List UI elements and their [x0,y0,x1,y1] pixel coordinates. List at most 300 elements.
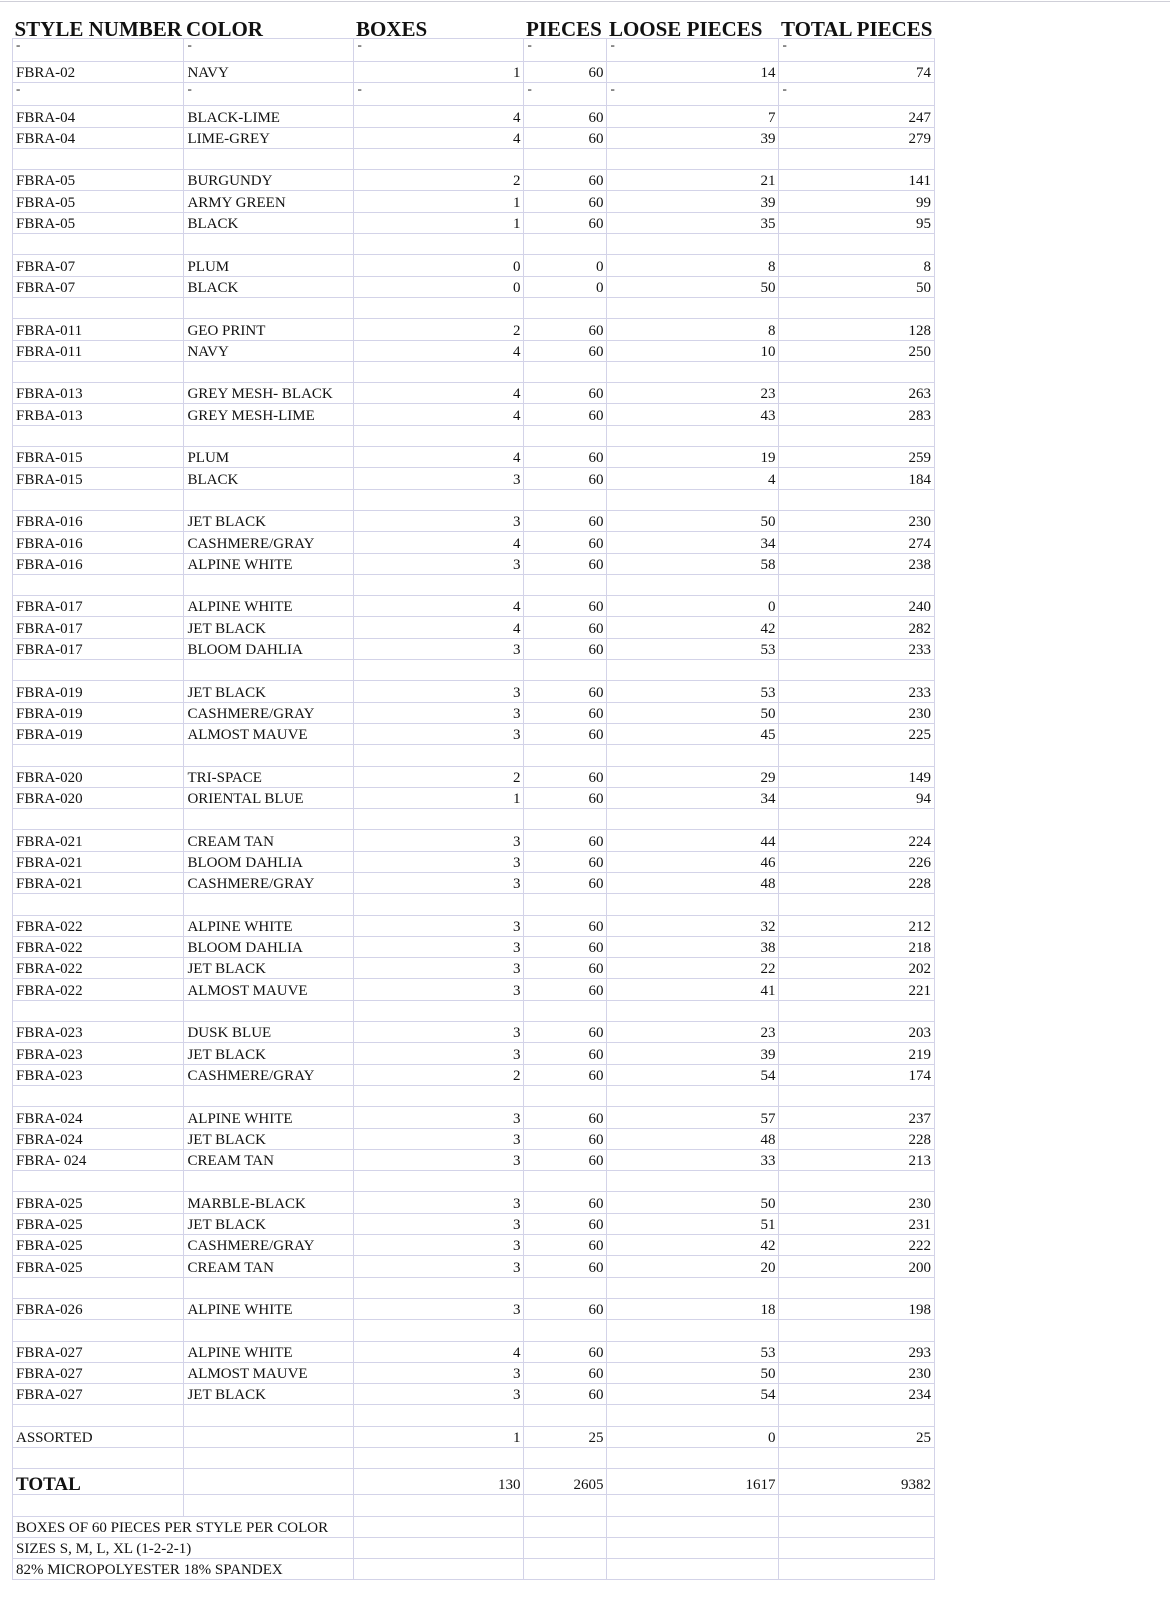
color-cell: JET BLACK [184,958,354,979]
loose-pieces-cell: 0 [607,596,779,617]
table-row [13,1426,935,1447]
empty-cell [354,1558,524,1579]
table-row [13,447,935,468]
color-cell: LIME-GREY [184,127,354,148]
total-pieces-cell: 203 [779,1022,935,1043]
empty-cell [779,297,935,318]
style-number-cell: FBRA-027 [13,1384,184,1405]
boxes-cell: 0 [354,255,524,276]
style-number-cell: FBRA-015 [13,447,184,468]
style-number-cell: FBRA-025 [13,1192,184,1213]
table-row [13,617,935,638]
table-row [13,1384,935,1405]
style-number-cell: FBRA-021 [13,830,184,851]
empty-cell [607,1171,779,1192]
total-pieces-cell: 218 [779,936,935,957]
total-pieces-cell: 250 [779,340,935,361]
empty-cell [524,1085,607,1106]
loose-pieces-cell: 34 [607,787,779,808]
empty-cell [524,574,607,595]
table-row [13,340,935,361]
color-cell: JET BLACK [184,1213,354,1234]
boxes-cell: 4 [354,127,524,148]
pieces-cell: 60 [524,447,607,468]
style-number-cell: FBRA-017 [13,596,184,617]
total-pieces-cell: 149 [779,766,935,787]
boxes-cell: 4 [354,1341,524,1362]
table-row [13,1192,935,1213]
blank-row [13,660,935,681]
empty-cell [13,361,184,382]
color-cell: GEO PRINT [184,319,354,340]
empty-cell [13,1000,184,1021]
color-cell: JET BLACK [184,1384,354,1405]
empty-cell [779,894,935,915]
blank-row [13,894,935,915]
style-number-cell: FBRA-019 [13,681,184,702]
blank-row [13,489,935,510]
empty-cell [524,425,607,446]
table-row [13,702,935,723]
total-pieces-cell: 212 [779,915,935,936]
table-row [13,383,935,404]
pieces-cell: 60 [524,553,607,574]
color-cell: BLOOM DAHLIA [184,851,354,872]
color-cell: BLOOM DAHLIA [184,936,354,957]
inventory-table [12,10,935,1580]
style-number-cell: FBRA-016 [13,510,184,531]
loose-pieces-cell: 53 [607,638,779,659]
empty-cell [607,1448,779,1469]
style-number-cell: FBRA-022 [13,958,184,979]
header-style-number: STYLE NUMBER [14,17,182,39]
total-pieces-cell: 283 [779,404,935,425]
total-pieces-cell: 94 [779,787,935,808]
separator-cell: - [779,39,935,62]
color-cell: GREY MESH-LIME [184,404,354,425]
style-number-cell: FBRA-016 [13,553,184,574]
boxes-cell: 3 [354,979,524,1000]
header-loose-pieces: LOOSE PIECES [608,17,763,39]
color-cell: ALPINE WHITE [184,915,354,936]
empty-cell [524,1537,607,1558]
empty-cell [13,809,184,830]
table-row [13,255,935,276]
empty-cell [607,1558,779,1579]
color-cell: CASHMERE/GRAY [184,1064,354,1085]
empty-cell [354,1000,524,1021]
empty-cell [184,489,354,510]
total-pieces-cell: 225 [779,723,935,744]
table-row [13,915,935,936]
separator-row [13,39,935,62]
loose-pieces-cell: 4 [607,468,779,489]
blank-row [13,1277,935,1298]
loose-pieces-cell: 20 [607,1256,779,1277]
empty-cell [607,574,779,595]
boxes-cell: 3 [354,1043,524,1064]
empty-cell [779,489,935,510]
empty-cell [524,809,607,830]
loose-pieces-cell: 33 [607,1149,779,1170]
empty-cell [354,297,524,318]
style-number-cell: FRBA-013 [13,404,184,425]
loose-pieces-cell: 42 [607,617,779,638]
table-row [13,532,935,553]
loose-pieces-cell: 50 [607,1192,779,1213]
table-row [13,681,935,702]
total-pieces-cell: 9382 [779,1469,935,1495]
loose-pieces-cell: 38 [607,936,779,957]
empty-cell [607,297,779,318]
color-cell: ALMOST MAUVE [184,1362,354,1383]
table-row [13,723,935,744]
pieces-cell: 60 [524,1149,607,1170]
boxes-cell: 3 [354,1362,524,1383]
empty-cell [524,660,607,681]
style-number-cell: FBRA-04 [13,127,184,148]
color-cell: ALPINE WHITE [184,1107,354,1128]
empty-cell [524,1405,607,1426]
pieces-cell: 60 [524,915,607,936]
boxes-cell: 4 [354,106,524,127]
style-number-cell: FBRA-019 [13,723,184,744]
pieces-cell: 60 [524,1362,607,1383]
loose-pieces-cell: 50 [607,510,779,531]
loose-pieces-cell: 46 [607,851,779,872]
empty-cell [607,489,779,510]
table-row [13,1256,935,1277]
empty-cell [779,1000,935,1021]
table-row [13,1213,935,1234]
loose-pieces-cell: 42 [607,1235,779,1256]
style-number-cell: FBRA-011 [13,319,184,340]
empty-cell [779,1558,935,1579]
loose-pieces-cell: 43 [607,404,779,425]
boxes-cell: 3 [354,1213,524,1234]
total-pieces-cell: 202 [779,958,935,979]
style-number-cell: FBRA-022 [13,915,184,936]
table-row [13,106,935,127]
empty-cell [13,148,184,169]
color-cell: CREAM TAN [184,1256,354,1277]
boxes-cell: 3 [354,1235,524,1256]
total-pieces-cell: 221 [779,979,935,1000]
pieces-cell: 60 [524,872,607,893]
empty-cell [13,574,184,595]
total-pieces-cell: 282 [779,617,935,638]
color-cell: MARBLE-BLACK [184,1192,354,1213]
boxes-cell: 1 [354,787,524,808]
color-cell: ALPINE WHITE [184,1341,354,1362]
style-number-cell: FBRA-021 [13,872,184,893]
total-pieces-cell: 293 [779,1341,935,1362]
empty-cell [184,1448,354,1469]
empty-cell [354,1085,524,1106]
total-pieces-cell: 230 [779,1192,935,1213]
empty-cell [607,1537,779,1558]
empty-cell [354,1277,524,1298]
pieces-cell: 25 [524,1426,607,1447]
blank-row [13,361,935,382]
loose-pieces-cell: 18 [607,1298,779,1319]
header-pieces: PIECES [525,17,602,39]
style-number-cell: FBRA-017 [13,638,184,659]
empty-cell [607,1277,779,1298]
empty-cell [607,1085,779,1106]
style-number-cell: FBRA-05 [13,170,184,191]
boxes-cell: 1 [354,212,524,233]
total-pieces-cell: 128 [779,319,935,340]
blank-row [13,574,935,595]
loose-pieces-cell: 10 [607,340,779,361]
loose-pieces-cell: 53 [607,681,779,702]
boxes-cell: 3 [354,1256,524,1277]
boxes-cell: 3 [354,553,524,574]
boxes-cell: 3 [354,702,524,723]
empty-cell [354,489,524,510]
color-cell: BLACK [184,276,354,297]
total-pieces-cell: 184 [779,468,935,489]
empty-cell [779,1405,935,1426]
pieces-cell: 0 [524,255,607,276]
total-pieces-cell: 279 [779,127,935,148]
note-text: 82% MICROPOLYESTER 18% SPANDEX [13,1558,354,1579]
boxes-cell: 4 [354,340,524,361]
pieces-cell: 60 [524,1043,607,1064]
pieces-cell: 60 [524,681,607,702]
empty-cell [13,1277,184,1298]
boxes-cell: 4 [354,383,524,404]
table-row [13,191,935,212]
empty-cell [524,1320,607,1341]
empty-cell [779,809,935,830]
loose-pieces-cell: 39 [607,127,779,148]
table-row [13,1362,935,1383]
total-pieces-cell: 228 [779,1128,935,1149]
note-text: BOXES OF 60 PIECES PER STYLE PER COLOR [13,1516,354,1537]
empty-cell [184,148,354,169]
loose-pieces-cell: 50 [607,702,779,723]
blank-row [13,809,935,830]
total-pieces-cell: 240 [779,596,935,617]
boxes-cell: 1 [354,191,524,212]
total-pieces-cell: 233 [779,681,935,702]
color-cell: CASHMERE/GRAY [184,532,354,553]
blank-row [13,1448,935,1469]
blank-row [13,297,935,318]
empty-cell [13,489,184,510]
empty-cell [184,1405,354,1426]
loose-pieces-cell: 51 [607,1213,779,1234]
total-pieces-cell: 228 [779,872,935,893]
empty-cell [354,1448,524,1469]
color-cell: TRI-SPACE [184,766,354,787]
total-pieces-cell: 237 [779,1107,935,1128]
boxes-cell: 3 [354,723,524,744]
loose-pieces-cell: 54 [607,1384,779,1405]
empty-cell [13,425,184,446]
note-row [13,1537,935,1558]
empty-cell [779,425,935,446]
empty-cell [354,1516,524,1537]
empty-cell [184,1000,354,1021]
boxes-cell: 0 [354,276,524,297]
loose-pieces-cell: 7 [607,106,779,127]
color-cell: JET BLACK [184,510,354,531]
loose-pieces-cell: 23 [607,1022,779,1043]
empty-cell [524,1171,607,1192]
pieces-cell: 60 [524,1192,607,1213]
color-cell: BLACK [184,468,354,489]
boxes-cell: 3 [354,830,524,851]
loose-pieces-cell: 57 [607,1107,779,1128]
boxes-cell: 3 [354,1192,524,1213]
empty-cell [354,1320,524,1341]
loose-pieces-cell: 32 [607,915,779,936]
empty-cell [354,361,524,382]
boxes-cell: 3 [354,1384,524,1405]
boxes-cell: 3 [354,915,524,936]
style-number-cell: FBRA-024 [13,1128,184,1149]
empty-cell [13,1171,184,1192]
loose-pieces-cell: 0 [607,1426,779,1447]
separator-cell: - [184,83,354,106]
pieces-cell: 60 [524,1384,607,1405]
table-row [13,766,935,787]
separator-cell: - [13,39,184,62]
total-row [13,1469,935,1495]
blank-row [13,234,935,255]
loose-pieces-cell: 48 [607,1128,779,1149]
style-number-cell: FBRA-025 [13,1256,184,1277]
loose-pieces-cell: 41 [607,979,779,1000]
boxes-cell: 4 [354,617,524,638]
loose-pieces-cell: 8 [607,255,779,276]
note-row [13,1516,935,1537]
table-row [13,1298,935,1319]
pieces-cell: 60 [524,383,607,404]
empty-cell [184,574,354,595]
empty-cell [354,745,524,766]
loose-pieces-cell: 39 [607,1043,779,1064]
total-pieces-cell: 174 [779,1064,935,1085]
color-cell: ALPINE WHITE [184,553,354,574]
table-row [13,127,935,148]
boxes-cell: 3 [354,468,524,489]
separator-row [13,83,935,106]
empty-cell [524,745,607,766]
boxes-cell: 1 [354,1426,524,1447]
pieces-cell: 60 [524,1022,607,1043]
boxes-cell: 3 [354,1128,524,1149]
header-color: COLOR [185,17,263,39]
empty-cell [607,234,779,255]
empty-cell [607,1495,779,1516]
style-number-cell: FBRA-016 [13,532,184,553]
total-pieces-cell: 213 [779,1149,935,1170]
style-number-cell: FBRA-025 [13,1235,184,1256]
total-pieces-cell: 231 [779,1213,935,1234]
blank-row [13,1000,935,1021]
pieces-cell: 60 [524,212,607,233]
empty-cell [779,1320,935,1341]
boxes-cell: 3 [354,510,524,531]
style-number-cell: FBRA-05 [13,212,184,233]
color-cell: JET BLACK [184,1043,354,1064]
style-number-cell: FBRA-026 [13,1298,184,1319]
pieces-cell: 60 [524,936,607,957]
style-number-cell: FBRA-022 [13,979,184,1000]
loose-pieces-cell: 19 [607,447,779,468]
boxes-cell: 2 [354,766,524,787]
empty-cell [607,148,779,169]
separator-cell: - [524,39,607,62]
total-pieces-cell: 234 [779,1384,935,1405]
pieces-cell: 60 [524,830,607,851]
empty-cell [524,148,607,169]
boxes-cell: 130 [354,1469,524,1495]
color-cell: BLACK-LIME [184,106,354,127]
empty-cell [354,425,524,446]
loose-pieces-cell: 54 [607,1064,779,1085]
style-number-cell: FBRA-020 [13,787,184,808]
style-number-cell: FBRA-07 [13,276,184,297]
total-pieces-cell: 50 [779,276,935,297]
pieces-cell: 60 [524,617,607,638]
color-cell: DUSK BLUE [184,1022,354,1043]
separator-cell: - [354,83,524,106]
empty-cell [524,1516,607,1537]
empty-cell [354,1537,524,1558]
boxes-cell: 3 [354,1298,524,1319]
empty-cell [524,1558,607,1579]
loose-pieces-cell: 50 [607,1362,779,1383]
table-row [13,830,935,851]
table-row [13,510,935,531]
empty-cell [354,809,524,830]
table-row [13,1043,935,1064]
table-row [13,404,935,425]
boxes-cell: 3 [354,1107,524,1128]
boxes-cell: 3 [354,638,524,659]
style-number-cell: FBRA-022 [13,936,184,957]
empty-cell [779,1171,935,1192]
boxes-cell: 3 [354,1022,524,1043]
blank-row [13,148,935,169]
color-cell: ARMY GREEN [184,191,354,212]
color-cell: CASHMERE/GRAY [184,1235,354,1256]
empty-cell [354,234,524,255]
empty-cell [779,1448,935,1469]
boxes-cell: 3 [354,1149,524,1170]
style-number-cell: FBRA-04 [13,106,184,127]
loose-pieces-cell: 44 [607,830,779,851]
table-row [13,170,935,191]
table-row [13,468,935,489]
empty-cell [354,574,524,595]
empty-cell [524,234,607,255]
pieces-cell: 60 [524,468,607,489]
boxes-cell: 3 [354,851,524,872]
empty-cell [13,745,184,766]
total-pieces-cell: 95 [779,212,935,233]
style-number-cell: FBRA-021 [13,851,184,872]
style-number-cell: FBRA-025 [13,1213,184,1234]
loose-pieces-cell: 53 [607,1341,779,1362]
empty-cell [354,894,524,915]
table-row [13,553,935,574]
